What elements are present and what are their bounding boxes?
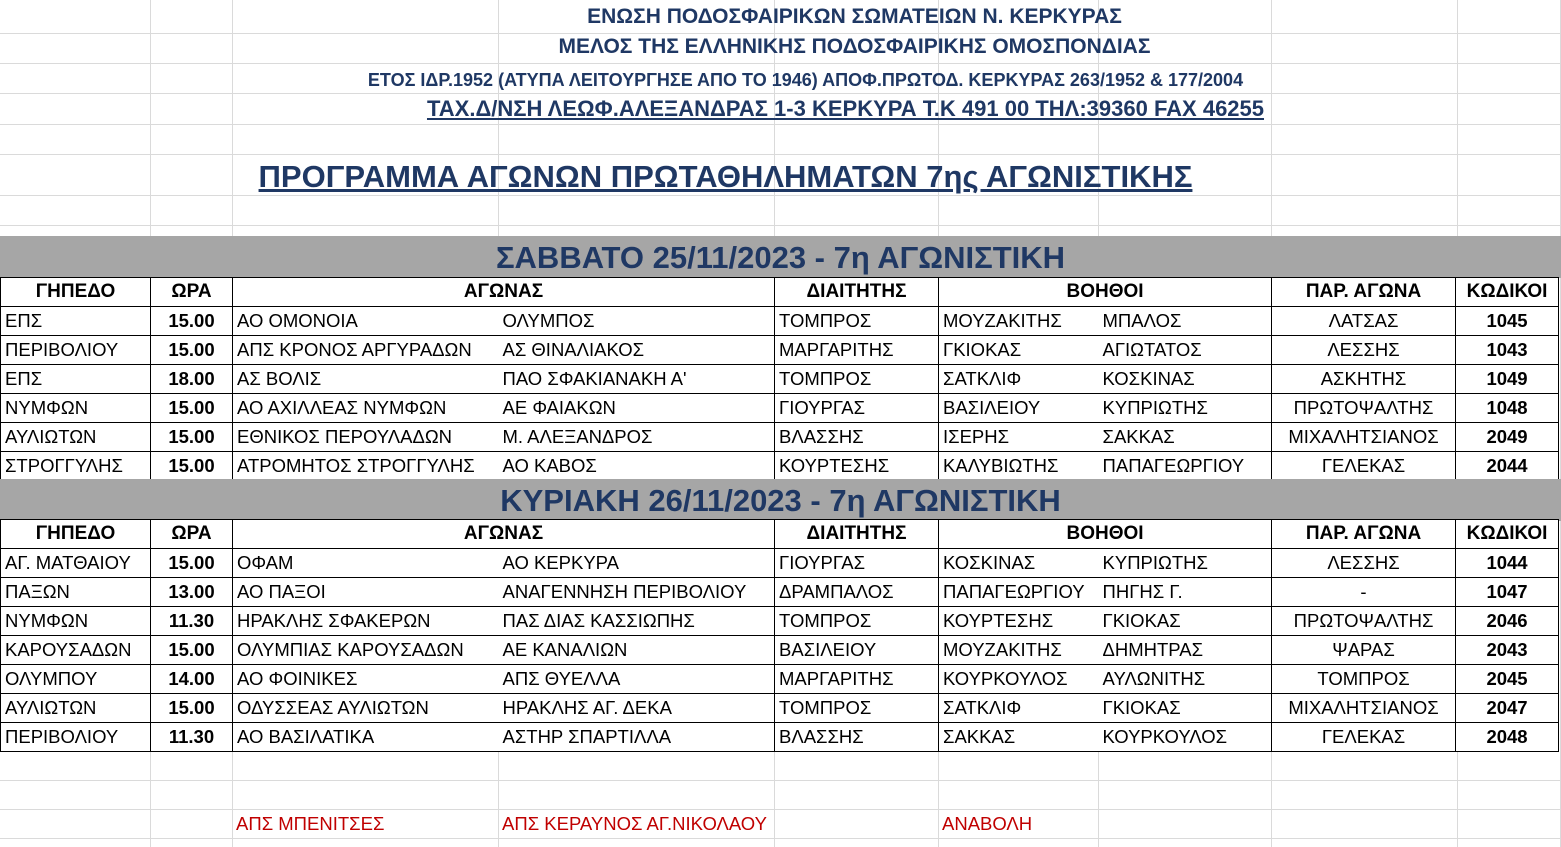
away-team-cell: ΠΑΟ ΣΦΑΚΙΑΝΑΚΗ Α'	[499, 365, 775, 394]
founding-line: ΕΤΟΣ ΙΔΡ.1952 (ΑΤΥΠΑ ΛΕΙΤΟΥΡΓΗΣΕ ΑΠΟ ΤΟ 1946) ΑΠΟΦ.ΠΡΩΤΟΔ. ΚΕΡΚΥΡΑΣ 263/1952 & 177/2004	[367, 70, 1244, 90]
grid-row-line	[0, 93, 1561, 94]
stadium-cell: ΠΕΡΙΒΟΛΙΟΥ	[1, 723, 151, 752]
assistant2-cell: ΠΗΓΗΣ Γ.	[1099, 578, 1272, 607]
table-row	[1, 452, 1559, 481]
table-row	[1, 694, 1559, 723]
header-match: ΑΓΩΝΑΣ	[233, 278, 775, 307]
time-cell: 15.00	[151, 694, 233, 723]
home-team-cell: ΟΔΥΣΣΕΑΣ ΑΥΛΙΩΤΩΝ	[233, 694, 499, 723]
code-cell: 1047	[1456, 578, 1559, 607]
assistant2-cell: ΑΓΙΩΤΑΤΟΣ	[1099, 336, 1272, 365]
observer-cell: ΜΙΧΑΛΗΤΣΙΑΝΟΣ	[1272, 694, 1456, 723]
time-cell: 15.00	[151, 336, 233, 365]
referee-cell: ΜΑΡΓΑΡΙΤΗΣ	[775, 665, 939, 694]
header-observer: ΠΑΡ. ΑΓΩΝΑ	[1272, 278, 1456, 307]
code-cell: 2049	[1456, 423, 1559, 452]
sunday-title: ΚΥΡΙΑΚΗ 26/11/2023 - 7η ΑΓΩΝΙΣΤΙΚΗ	[500, 483, 1061, 518]
grid-row-line	[0, 63, 1561, 64]
away-team-cell: ΑΝΑΓΕΝΝΗΣΗ ΠΕΡΙΒΟΛΙΟΥ	[499, 578, 775, 607]
sunday-table	[0, 519, 1559, 752]
code-cell: 1044	[1456, 549, 1559, 578]
sunday-band	[0, 479, 1561, 521]
postponed-home-team: ΑΠΣ ΜΠΕΝΙΤΣΕΣ	[236, 813, 385, 834]
away-team-cell: ΑΣ ΘΙΝΑΛΙΑΚΟΣ	[499, 336, 775, 365]
home-team-cell: ΗΡΑΚΛΗΣ ΣΦΑΚΕΡΩΝ	[233, 607, 499, 636]
away-team-cell: ΑΟ ΚΕΡΚΥΡΑ	[499, 549, 775, 578]
away-team-cell: ΑΕ ΚΑΝΑΛΙΩΝ	[499, 636, 775, 665]
assistant1-cell: ΚΟΣΚΙΝΑΣ	[939, 549, 1099, 578]
stadium-cell: ΑΥΛΙΩΤΩΝ	[1, 694, 151, 723]
referee-cell: ΤΟΜΠΡΟΣ	[775, 694, 939, 723]
time-cell: 13.00	[151, 578, 233, 607]
assistant2-cell: ΔΗΜΗΤΡΑΣ	[1099, 636, 1272, 665]
home-team-cell: ΑΟ ΠΑΞΟΙ	[233, 578, 499, 607]
code-cell: 1043	[1456, 336, 1559, 365]
code-cell: 2045	[1456, 665, 1559, 694]
stadium-cell: ΝΥΜΦΩΝ	[1, 607, 151, 636]
assistant1-cell: ΚΟΥΡΤΕΣΗΣ	[939, 607, 1099, 636]
assistant2-cell: ΚΥΠΡΙΩΤΗΣ	[1099, 549, 1272, 578]
away-team-cell: ΑΠΣ ΘΥΕΛΛΑ	[499, 665, 775, 694]
away-team-cell: ΑΣΤΗΡ ΣΠΑΡΤΙΛΛΑ	[499, 723, 775, 752]
observer-cell: ΠΡΩΤΟΨΑΛΤΗΣ	[1272, 607, 1456, 636]
observer-cell: ΠΡΩΤΟΨΑΛΤΗΣ	[1272, 394, 1456, 423]
observer-cell: ΨΑΡΑΣ	[1272, 636, 1456, 665]
code-cell: 2047	[1456, 694, 1559, 723]
time-cell: 15.00	[151, 394, 233, 423]
time-cell: 15.00	[151, 452, 233, 481]
stadium-cell: ΠΕΡΙΒΟΛΙΟΥ	[1, 336, 151, 365]
table-row	[1, 636, 1559, 665]
assistant2-cell: ΜΠΑΛΟΣ	[1099, 307, 1272, 336]
observer-cell: ΑΣΚΗΤΗΣ	[1272, 365, 1456, 394]
assistant1-cell: ΠΑΠΑΓΕΩΡΓΙΟΥ	[939, 578, 1099, 607]
observer-cell: ΤΟΜΠΡΟΣ	[1272, 665, 1456, 694]
header-referee: ΔΙΑΙΤΗΤΗΣ	[775, 520, 939, 549]
assistant1-cell: ΣΑΤΚΛΙΦ	[939, 365, 1099, 394]
assistant1-cell: ΚΑΛΥΒΙΩΤΗΣ	[939, 452, 1099, 481]
home-team-cell: ΑΣ ΒΟΛΙΣ	[233, 365, 499, 394]
header-time: ΩΡΑ	[151, 278, 233, 307]
program-title: ΠΡΟΓΡΑΜΜΑ ΑΓΩΝΩΝ ΠΡΩΤΑΘΗΛΗΜΑΤΩΝ 7ης ΑΓΩΝΙΣΤΙΚΗΣ	[258, 159, 1193, 194]
assistant2-cell: ΚΥΠΡΙΩΤΗΣ	[1099, 394, 1272, 423]
assistant2-cell: ΓΚΙΟΚΑΣ	[1099, 694, 1272, 723]
table-row	[1, 549, 1559, 578]
home-team-cell: ΟΦΑΜ	[233, 549, 499, 578]
assistant1-cell: ΜΟΥΖΑΚΙΤΗΣ	[939, 636, 1099, 665]
association-title: ΕΝΩΣΗ ΠΟΔΟΣΦΑΙΡΙΚΩΝ ΣΩΜΑΤΕΙΩΝ Ν. ΚΕΡΚΥΡΑΣ	[587, 5, 1122, 28]
assistant1-cell: ΜΟΥΖΑΚΙΤΗΣ	[939, 307, 1099, 336]
table-row	[1, 607, 1559, 636]
referee-cell: ΤΟΜΠΡΟΣ	[775, 307, 939, 336]
table-row	[1, 365, 1559, 394]
header-referee: ΔΙΑΙΤΗΤΗΣ	[775, 278, 939, 307]
stadium-cell: ΕΠΣ	[1, 365, 151, 394]
referee-cell: ΒΛΑΣΣΗΣ	[775, 723, 939, 752]
grid-row-line	[0, 154, 1561, 155]
header-stadium: ΓΗΠΕΔΟ	[1, 278, 151, 307]
observer-cell: -	[1272, 578, 1456, 607]
away-team-cell: ΟΛΥΜΠΟΣ	[499, 307, 775, 336]
table-row	[1, 336, 1559, 365]
header-codes: ΚΩΔΙΚΟΙ	[1456, 278, 1559, 307]
stadium-cell: ΣΤΡΟΓΓΥΛΗΣ	[1, 452, 151, 481]
away-team-cell: ΑΕ ΦΑΙΑΚΩΝ	[499, 394, 775, 423]
assistant1-cell: ΚΟΥΡΚΟΥΛΟΣ	[939, 665, 1099, 694]
postponed-away-team: ΑΠΣ ΚΕΡΑΥΝΟΣ ΑΓ.ΝΙΚΟΛΑΟΥ	[502, 813, 767, 834]
code-cell: 1045	[1456, 307, 1559, 336]
postponed-status: ΑΝΑΒΟΛΗ	[942, 813, 1033, 834]
away-team-cell: ΗΡΑΚΛΗΣ ΑΓ. ΔΕΚΑ	[499, 694, 775, 723]
time-cell: 11.30	[151, 607, 233, 636]
assistant1-cell: ΣΑΤΚΛΙΦ	[939, 694, 1099, 723]
referee-cell: ΒΑΣΙΛΕΙΟΥ	[775, 636, 939, 665]
stadium-cell: ΟΛΥΜΠΟΥ	[1, 665, 151, 694]
federation-member-line: ΜΕΛΟΣ ΤΗΣ ΕΛΛΗΝΙΚΗΣ ΠΟΔΟΣΦΑΙΡΙΚΗΣ ΟΜΟΣΠΟΝΔΙΑΣ	[558, 35, 1151, 58]
assistant1-cell: ΒΑΣΙΛΕΙΟΥ	[939, 394, 1099, 423]
time-cell: 15.00	[151, 423, 233, 452]
referee-cell: ΚΟΥΡΤΕΣΗΣ	[775, 452, 939, 481]
header-match: ΑΓΩΝΑΣ	[233, 520, 775, 549]
away-team-cell: ΠΑΣ ΔΙΑΣ ΚΑΣΣΙΩΠΗΣ	[499, 607, 775, 636]
observer-cell: ΛΕΣΣΗΣ	[1272, 549, 1456, 578]
table-row	[1, 578, 1559, 607]
stadium-cell: ΝΥΜΦΩΝ	[1, 394, 151, 423]
observer-cell: ΓΕΛΕΚΑΣ	[1272, 723, 1456, 752]
home-team-cell: ΑΟ ΟΜΟΝΟΙΑ	[233, 307, 499, 336]
grid-row-line	[0, 809, 1561, 810]
assistant2-cell: ΚΟΥΡΚΟΥΛΟΣ	[1099, 723, 1272, 752]
time-cell: 15.00	[151, 549, 233, 578]
observer-cell: ΜΙΧΑΛΗΤΣΙΑΝΟΣ	[1272, 423, 1456, 452]
home-team-cell: ΑΤΡΟΜΗΤΟΣ ΣΤΡΟΓΓΥΛΗΣ	[233, 452, 499, 481]
code-cell: 2044	[1456, 452, 1559, 481]
grid-row-line	[0, 225, 1561, 226]
code-cell: 2043	[1456, 636, 1559, 665]
home-team-cell: ΑΟ ΒΑΣΙΛΑΤΙΚΑ	[233, 723, 499, 752]
observer-cell: ΛΑΤΣΑΣ	[1272, 307, 1456, 336]
away-team-cell: ΑΟ ΚΑΒΟΣ	[499, 452, 775, 481]
referee-cell: ΒΛΑΣΣΗΣ	[775, 423, 939, 452]
table-row	[1, 723, 1559, 752]
assistant2-cell: ΓΚΙΟΚΑΣ	[1099, 607, 1272, 636]
table-row	[1, 394, 1559, 423]
assistant2-cell: ΣΑΚΚΑΣ	[1099, 423, 1272, 452]
table-row	[1, 665, 1559, 694]
assistant1-cell: ΣΑΚΚΑΣ	[939, 723, 1099, 752]
code-cell: 1049	[1456, 365, 1559, 394]
home-team-cell: ΑΠΣ ΚΡΟΝΟΣ ΑΡΓΥΡΑΔΩΝ	[233, 336, 499, 365]
referee-cell: ΓΙΟΥΡΓΑΣ	[775, 394, 939, 423]
header-stadium: ΓΗΠΕΔΟ	[1, 520, 151, 549]
code-cell: 2048	[1456, 723, 1559, 752]
stadium-cell: ΑΓ. ΜΑΤΘΑΙΟΥ	[1, 549, 151, 578]
saturday-table	[0, 277, 1559, 481]
address-line: ΤΑΧ.Δ/ΝΣΗ ΛΕΩΦ.ΑΛΕΞΑΝΔΡΑΣ 1-3 ΚΕΡΚΥΡΑ Τ.Κ 491 00 ΤΗΛ:39360 FAX 46255	[426, 96, 1265, 121]
code-cell: 1048	[1456, 394, 1559, 423]
saturday-title: ΣΑΒΒΑΤΟ 25/11/2023 - 7η ΑΓΩΝΙΣΤΙΚΗ	[495, 240, 1066, 275]
home-team-cell: ΑΟ ΦΟΙΝΙΚΕΣ	[233, 665, 499, 694]
grid-row-line	[0, 124, 1561, 125]
grid-row-line	[0, 33, 1561, 34]
assistant2-cell: ΠΑΠΑΓΕΩΡΓΙΟΥ	[1099, 452, 1272, 481]
time-cell: 18.00	[151, 365, 233, 394]
header-time: ΩΡΑ	[151, 520, 233, 549]
header-observer: ΠΑΡ. ΑΓΩΝΑ	[1272, 520, 1456, 549]
saturday-band	[0, 236, 1561, 278]
assistant2-cell: ΑΥΛΩΝΙΤΗΣ	[1099, 665, 1272, 694]
header-assistants: ΒΟΗΘΟΙ	[939, 278, 1272, 307]
table-header-row	[1, 520, 1559, 549]
table-row	[1, 307, 1559, 336]
observer-cell: ΓΕΛΕΚΑΣ	[1272, 452, 1456, 481]
home-team-cell: ΟΛΥΜΠΙΑΣ ΚΑΡΟΥΣΑΔΩΝ	[233, 636, 499, 665]
away-team-cell: Μ. ΑΛΕΞΑΝΔΡΟΣ	[499, 423, 775, 452]
stadium-cell: ΕΠΣ	[1, 307, 151, 336]
referee-cell: ΜΑΡΓΑΡΙΤΗΣ	[775, 336, 939, 365]
code-cell: 2046	[1456, 607, 1559, 636]
referee-cell: ΔΡΑΜΠΑΛΟΣ	[775, 578, 939, 607]
assistant1-cell: ΙΣΕΡΗΣ	[939, 423, 1099, 452]
time-cell: 11.30	[151, 723, 233, 752]
stadium-cell: ΠΑΞΩΝ	[1, 578, 151, 607]
assistant1-cell: ΓΚΙΟΚΑΣ	[939, 336, 1099, 365]
referee-cell: ΤΟΜΠΡΟΣ	[775, 607, 939, 636]
time-cell: 15.00	[151, 636, 233, 665]
grid-row-line	[0, 838, 1561, 839]
stadium-cell: ΑΥΛΙΩΤΩΝ	[1, 423, 151, 452]
observer-cell: ΛΕΣΣΗΣ	[1272, 336, 1456, 365]
referee-cell: ΓΙΟΥΡΓΑΣ	[775, 549, 939, 578]
assistant2-cell: ΚΟΣΚΙΝΑΣ	[1099, 365, 1272, 394]
referee-cell: ΤΟΜΠΡΟΣ	[775, 365, 939, 394]
table-row	[1, 423, 1559, 452]
grid-row-line	[0, 780, 1561, 781]
time-cell: 14.00	[151, 665, 233, 694]
home-team-cell: ΑΟ ΑΧΙΛΛΕΑΣ ΝΥΜΦΩΝ	[233, 394, 499, 423]
header-codes: ΚΩΔΙΚΟΙ	[1456, 520, 1559, 549]
time-cell: 15.00	[151, 307, 233, 336]
header-assistants: ΒΟΗΘΟΙ	[939, 520, 1272, 549]
stadium-cell: ΚΑΡΟΥΣΑΔΩΝ	[1, 636, 151, 665]
home-team-cell: ΕΘΝΙΚΟΣ ΠΕΡΟΥΛΑΔΩΝ	[233, 423, 499, 452]
table-header-row	[1, 278, 1559, 307]
